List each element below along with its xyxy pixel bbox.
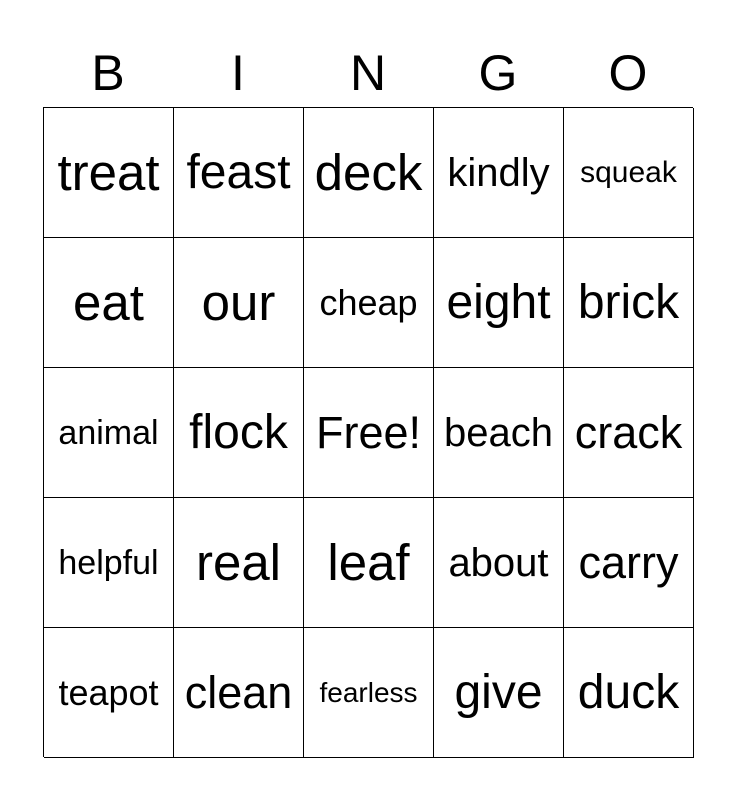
- cell-word: leaf: [327, 534, 410, 591]
- cell-word: about: [448, 540, 549, 585]
- bingo-cell-r4-c1[interactable]: [44, 498, 174, 628]
- bingo-cell-r1-c1[interactable]: [44, 108, 174, 238]
- bingo-cell-r5-c3[interactable]: [304, 628, 434, 758]
- header-letter-o: O: [608, 45, 648, 101]
- cell-word: beach: [444, 410, 553, 455]
- bingo-cell-r1-c3[interactable]: [304, 108, 434, 238]
- bingo-cell-r1-c5[interactable]: [564, 108, 694, 238]
- bingo-cell-r2-c4[interactable]: [434, 238, 564, 368]
- cell-word: cheap: [319, 281, 418, 323]
- cell-word: eat: [73, 274, 144, 331]
- header-letter-i: I: [231, 45, 245, 101]
- bingo-cell-r3-c5[interactable]: [564, 368, 694, 498]
- cell-word: teapot: [58, 671, 159, 713]
- cell-word: our: [201, 274, 276, 331]
- bingo-cell-r2-c3[interactable]: [304, 238, 434, 368]
- header-letter-b: B: [91, 45, 125, 101]
- bingo-cell-r3-c4[interactable]: [434, 368, 564, 498]
- bingo-cell-r2-c5[interactable]: [564, 238, 694, 368]
- cell-word: clean: [184, 667, 293, 718]
- free-space-label: Free!: [315, 407, 422, 458]
- bingo-cell-r2-c2[interactable]: [174, 238, 304, 368]
- bingo-cell-r4-c5[interactable]: [564, 498, 694, 628]
- cell-word: give: [454, 665, 543, 719]
- bingo-cell-r5-c4[interactable]: [434, 628, 564, 758]
- cell-word: flock: [189, 405, 288, 459]
- cell-word: carry: [578, 537, 679, 588]
- header-letter-n: N: [349, 45, 387, 101]
- cell-word: duck: [577, 665, 680, 719]
- free-space-cell[interactable]: [304, 368, 434, 498]
- cell-word: deck: [314, 144, 423, 201]
- cell-word: treat: [57, 144, 160, 201]
- header-letter-g: G: [478, 45, 518, 101]
- cell-word: eight: [446, 275, 551, 329]
- bingo-cell-r3-c1[interactable]: [44, 368, 174, 498]
- bingo-header: [43, 38, 693, 108]
- bingo-board: [43, 107, 693, 757]
- cell-word: squeak: [580, 155, 677, 189]
- bingo-cell-r2-c1[interactable]: [44, 238, 174, 368]
- bingo-cell-r4-c3[interactable]: [304, 498, 434, 628]
- cell-word: animal: [58, 413, 159, 452]
- cell-word: real: [195, 534, 282, 591]
- bingo-cell-r4-c4[interactable]: [434, 498, 564, 628]
- cell-word: helpful: [58, 543, 159, 582]
- bingo-cell-r1-c4[interactable]: [434, 108, 564, 238]
- bingo-cell-r1-c2[interactable]: [174, 108, 304, 238]
- bingo-cell-r3-c2[interactable]: [174, 368, 304, 498]
- cell-word: crack: [574, 407, 683, 458]
- bingo-cell-r4-c2[interactable]: [174, 498, 304, 628]
- bingo-cell-r5-c2[interactable]: [174, 628, 304, 758]
- cell-word: brick: [577, 275, 680, 329]
- cell-word: fearless: [319, 676, 418, 708]
- cell-word: feast: [186, 145, 291, 199]
- cell-word: kindly: [447, 150, 550, 195]
- bingo-cell-r5-c1[interactable]: [44, 628, 174, 758]
- bingo-cell-r5-c5[interactable]: [564, 628, 694, 758]
